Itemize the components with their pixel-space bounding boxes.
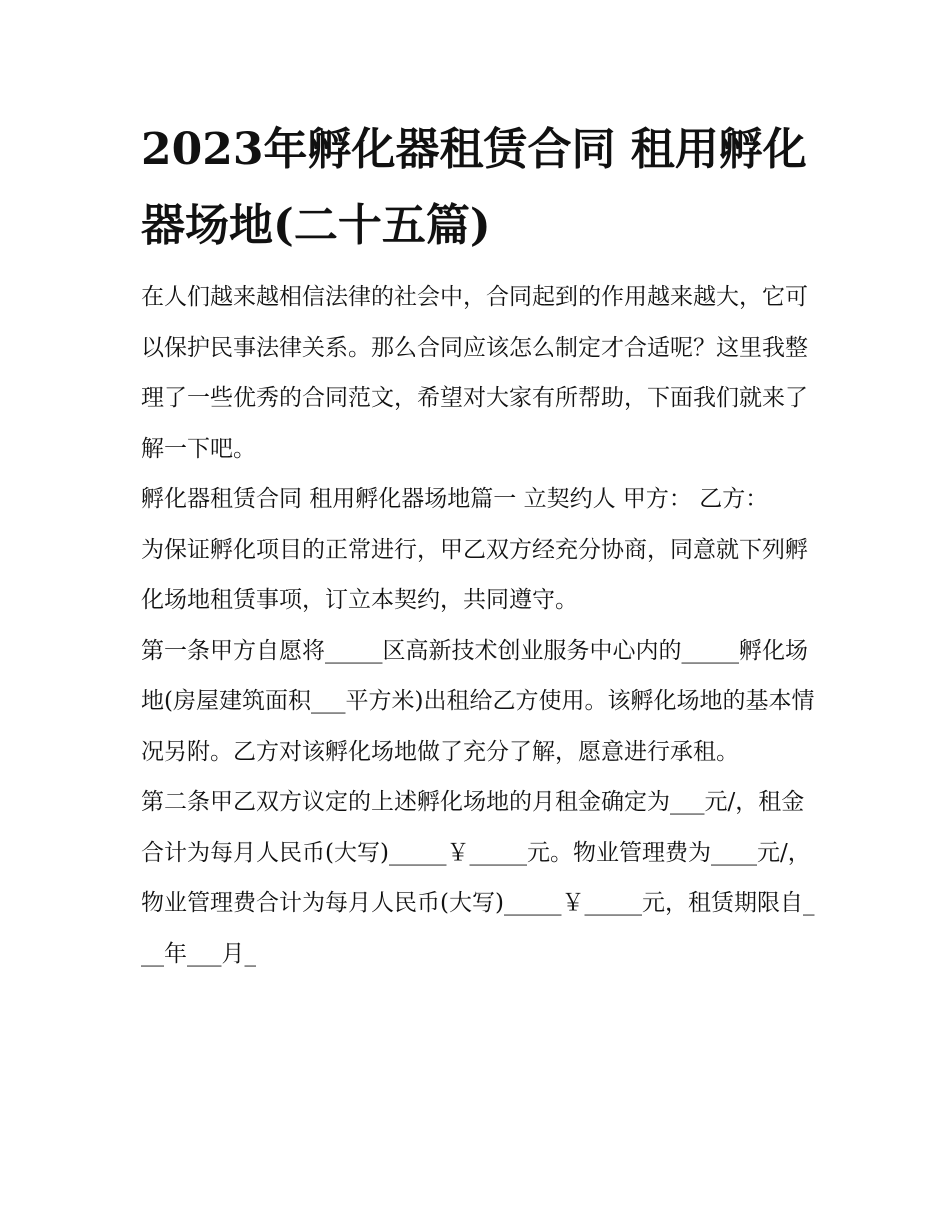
intro-paragraph: 在人们越来越相信法律的社会中，合同起到的作用越来越大，它可以保护民事法律关系。那么合同应该怎么制定才合适呢？这里我整理了一些优秀的合同范文，希望对大家有所帮助，下面我们就来了解一下吧。 xyxy=(141,284,808,462)
purpose-paragraph: 为保证孵化项目的正常进行，甲乙双方经充分协商，同意就下列孵化场地租赁事项，订立本契约，共同遵守。 xyxy=(141,536,808,613)
document-title: 2023年孵化器租赁合同 租用孵化器场地(二十五篇) xyxy=(141,124,807,251)
article-one-paragraph: 第一条甲方自愿将_____区高新技术创业服务中心内的_____孵化场地(房屋建筑面积___平方米)出租给乙方使用。该孵化场地的基本情况另附。乙方对该孵化场地做了充分了解，愿意进行承租。 xyxy=(141,637,815,765)
article-two-paragraph: 第二条甲乙双方议定的上述孵化场地的月租金确定为___元/，租金合计为每月人民币(大写)_____￥_____元。物业管理费为____元/，物业管理费合计为每月人民币(大写)_____￥_____元，租赁期限自___年___月_ xyxy=(141,789,815,967)
document-page xyxy=(141,112,821,979)
contract-heading-paragraph: 孵化器租赁合同 租用孵化器场地篇一 立契约人 甲方： 乙方： xyxy=(141,486,769,512)
